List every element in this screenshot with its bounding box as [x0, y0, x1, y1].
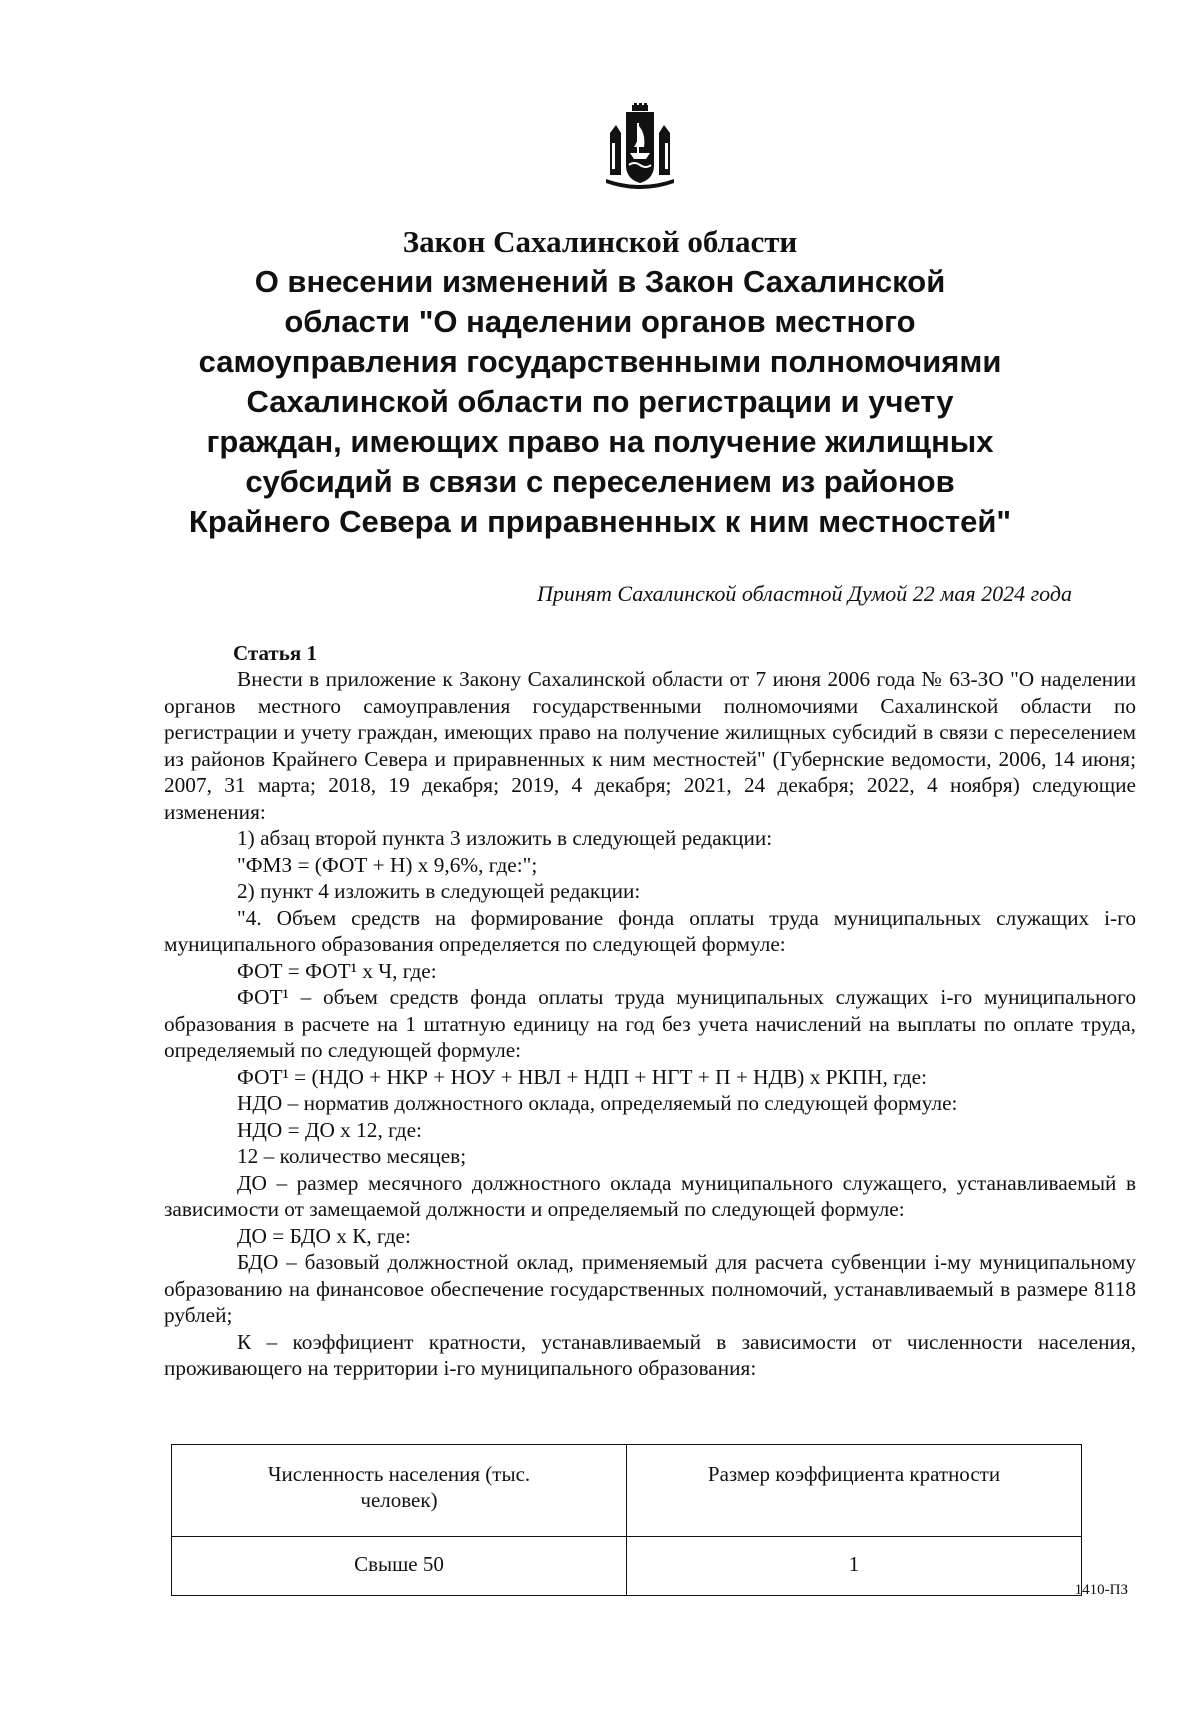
article-paragraph: К – коэффициент кратности, устанавливаемый в зависимости от численности населения, проживающего на территории i-го муниципального образования: — [164, 1329, 1136, 1380]
formula-line: ДО = БДО х К, где: — [237, 1223, 411, 1248]
law-title-line: граждан, имеющих право на получение жилищных — [206, 424, 994, 459]
table-header-row — [172, 1445, 1082, 1537]
article-paragraph: 1) абзац второй пункта 3 изложить в следующей редакции: — [237, 826, 773, 850]
article-paragraph: 2) пункт 4 изложить в следующей редакции: — [237, 879, 641, 903]
article-paragraph: ДО – размер месячного должностного оклада муниципального служащего, устанавливаемый в зависимости от замещаемой должности и определяемый по следующей формуле: — [164, 1170, 1136, 1221]
law-title-line: самоуправления государственными полномочиями — [198, 344, 1002, 379]
article-heading: Статья 1 — [233, 641, 317, 665]
law-title-line: субсидий в связи с переселением из районов — [245, 464, 955, 499]
adoption-note: Принят Сахалинской областной Думой 22 мая 2024 года — [536, 581, 1072, 606]
article-paragraph: БДО – базовый должностной оклад, применяемый для расчета субвенции i-му муниципальному образованию на финансовое обеспечение государственных полномочий, устанавливаемый в размере 8118 рублей; — [164, 1250, 1136, 1327]
table-row — [172, 1537, 1082, 1596]
formula-line: ФОТ¹ = (НДО + НКР + НОУ + НВЛ + НДП + НГТ + П + НДВ) х РКПН, где: — [237, 1064, 928, 1089]
table-cell-population: Свыше 50 — [172, 1537, 627, 1596]
table-header-population: Численность населения (тыс. человек) — [172, 1445, 627, 1537]
coefficient-table — [171, 1444, 1082, 1596]
law-title-line: области "О наделении органов местного — [284, 304, 916, 339]
law-label: Закон Сахалинской области — [402, 224, 798, 259]
table-header-coefficient: Размер коэффициента кратности — [627, 1445, 1082, 1537]
table-cell-coefficient: 1 — [627, 1537, 1082, 1596]
article-paragraph: "ФМЗ = (ФОТ + Н) х 9,6%, где:"; — [237, 852, 538, 877]
page-code: 1410-ПЗ — [1074, 1582, 1128, 1598]
law-title-line: Крайнего Севера и приравненных к ним местностей" — [188, 504, 1012, 539]
law-title-line: Сахалинской области по регистрации и учету — [246, 384, 954, 419]
sakhalin-coat-of-arms-icon — [604, 103, 676, 189]
article-paragraph: 12 – количество месяцев; — [237, 1144, 467, 1168]
article-body — [164, 666, 1136, 1382]
article-paragraph: "4. Объем средств на формирование фонда оплаты труда муниципальных служащих i-го муниципального образования определяется по следующей формуле: — [164, 905, 1136, 956]
article-paragraph: Внести в приложение к Закону Сахалинской области от 7 июня 2006 года № 63-ЗО "О наделении органов местного самоуправления государственными полномочиями Сахалинской области по регистрации и учету граждан, имеющих право на получение жилищных субсидий в связи с переселением из районов Крайнего Севера и приравненных к ним местностей" (Губернские ведомости, 2006, 14 июня; 2007, 31 марта; 2018, 19 декабря; 2019, 4 декабря; 2021, 24 декабря; 2022, 4 ноября) следующие изменения: — [164, 667, 1136, 824]
law-title — [0, 262, 1200, 542]
formula-line: НДО = ДО х 12, где: — [237, 1117, 422, 1142]
article-paragraph: ФОТ¹ – объем средств фонда оплаты труда муниципальных служащих i-го муниципального образования в расчете на 1 штатную единицу на год без учета начислений на выплаты по оплате труда, определяемый по следующей формуле: — [164, 985, 1136, 1062]
article-paragraph: НДО – норматив должностного оклада, определяемый по следующей формуле: — [237, 1091, 958, 1115]
law-title-line: О внесении изменений в Закон Сахалинской — [254, 264, 946, 299]
formula-line: ФОТ = ФОТ¹ х Ч, где: — [237, 958, 437, 983]
